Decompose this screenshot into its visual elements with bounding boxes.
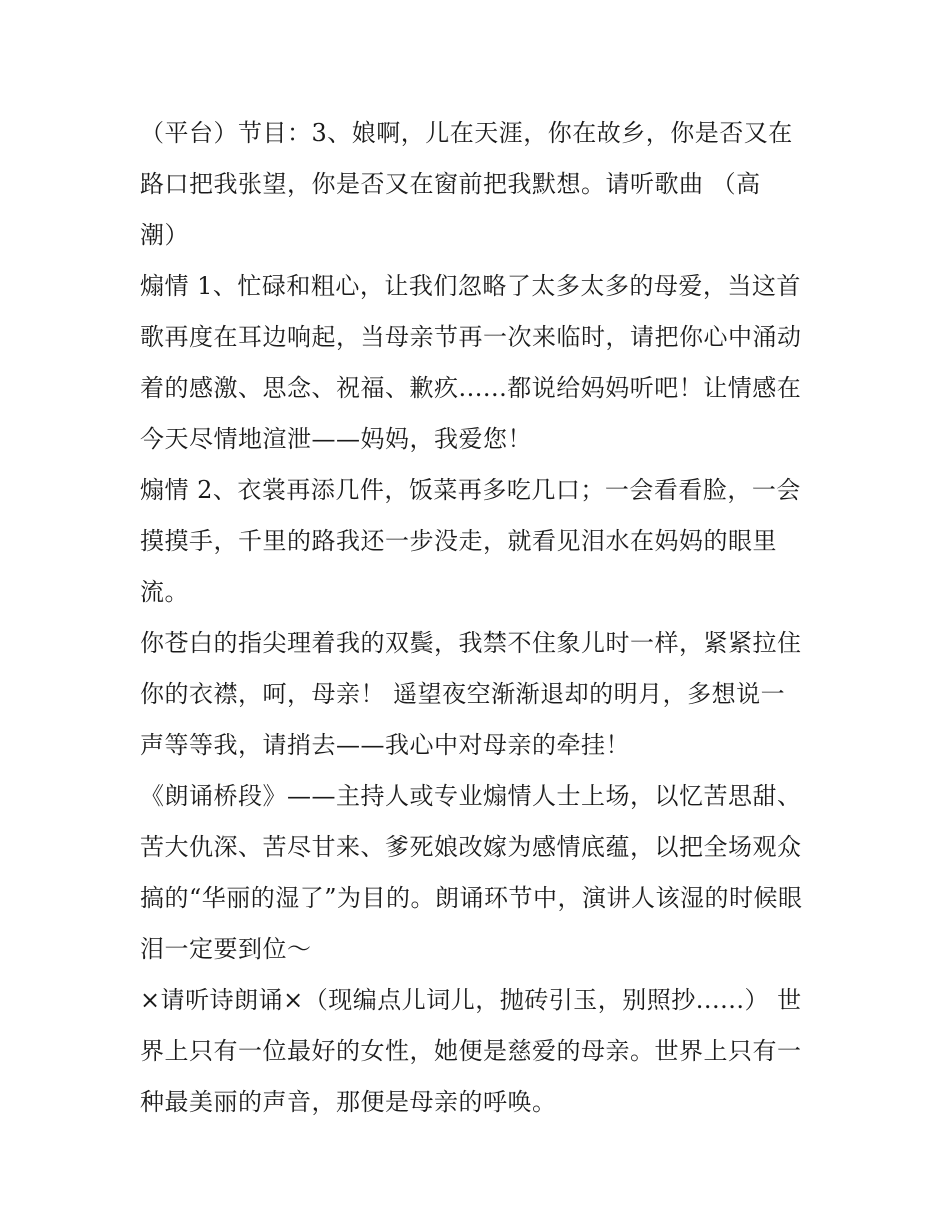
text-line: 你的衣襟，呵，母亲！ 遥望夜空渐渐退却的明月，多想说一 bbox=[140, 680, 786, 708]
text-line: 界上只有一位最好的女性，她便是慈爱的母亲。世界上只有一 bbox=[140, 1037, 802, 1065]
text-line: 潮） bbox=[140, 221, 189, 249]
text-line: 煽情 2、衣裳再添几件，饭菜再多吃几口；一会看看脸，一会 bbox=[140, 476, 801, 504]
text-line: 歌再度在耳边响起，当母亲节再一次来临时，请把你心中涌动 bbox=[140, 323, 802, 351]
text-line: 声等等我，请捎去——我心中对母亲的牵挂！ bbox=[140, 731, 630, 759]
text-line: 流。 bbox=[140, 578, 189, 606]
text-line: 泪一定要到位～ bbox=[140, 935, 312, 963]
text-line: 种最美丽的声音，那便是母亲的呼唤。 bbox=[140, 1088, 557, 1116]
text-line: 苦大仇深、苦尽甘来、爹死娘改嫁为感情底蕴，以把全场观众 bbox=[140, 833, 802, 861]
text-line: 搞的“华丽的湿了”为目的。朗诵环节中，演讲人该湿的时候眼 bbox=[140, 884, 803, 912]
text-line: 你苍白的指尖理着我的双鬓，我禁不住象儿时一样，紧紧拉住 bbox=[140, 629, 802, 657]
text-line: 摸摸手，千里的路我还一步没走，就看见泪水在妈妈的眼里 bbox=[140, 527, 777, 555]
document-body bbox=[140, 108, 820, 1128]
text-line: 煽情 1、忙碌和粗心，让我们忽略了太多太多的母爱，当这首 bbox=[140, 272, 801, 300]
text-line: 今天尽情地渲泄——妈妈，我爱您！ bbox=[140, 425, 532, 453]
text-line: （平台）节目：3、娘啊，儿在天涯，你在故乡，你是否又在 bbox=[140, 119, 793, 147]
text-line: 着的感激、思念、祝福、歉疚......都说给妈妈听吧！让情感在 bbox=[140, 374, 802, 402]
text-line: ×请听诗朗诵×（现编点儿词儿，抛砖引玉，别照抄......） 世 bbox=[140, 986, 802, 1014]
text-line: 路口把我张望，你是否又在窗前把我默想。请听歌曲 （高 bbox=[140, 170, 761, 198]
text-line: 《朗诵桥段》——主持人或专业煽情人士上场，以忆苦思甜、 bbox=[140, 782, 802, 810]
